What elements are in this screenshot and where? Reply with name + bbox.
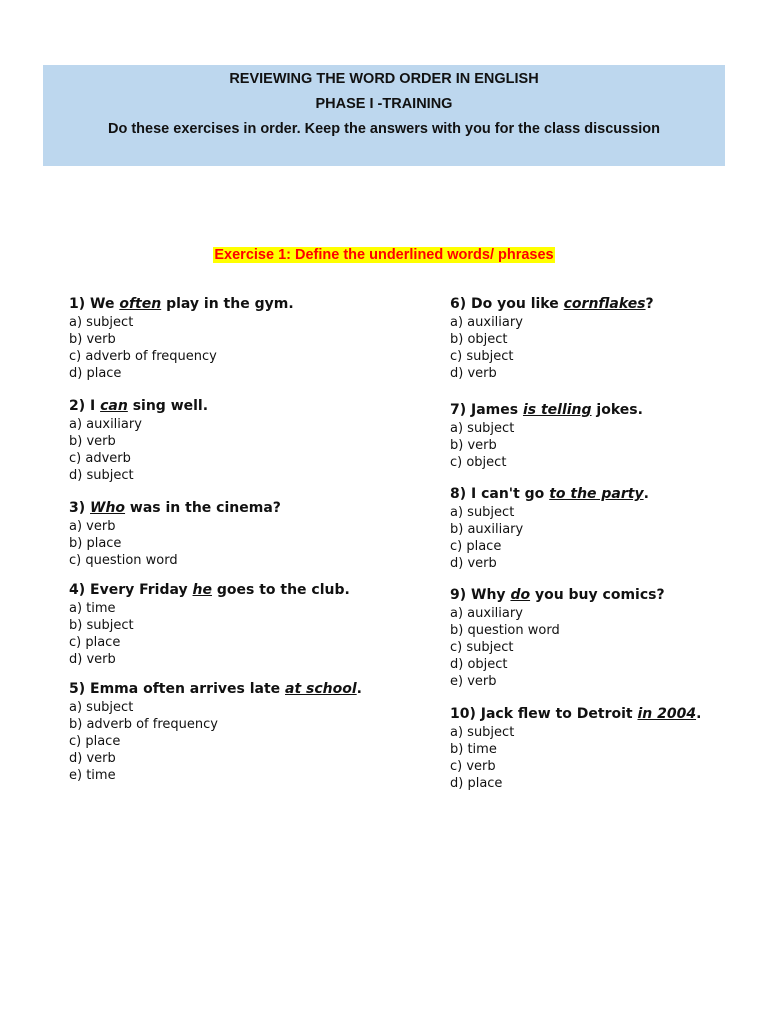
question-text bbox=[69, 680, 362, 699]
answer-option: b) adverb of frequency bbox=[69, 717, 218, 732]
answer-option: d) place bbox=[450, 776, 503, 791]
answer-option: b) verb bbox=[450, 438, 497, 453]
question-text bbox=[450, 295, 701, 314]
question-text bbox=[69, 581, 362, 600]
answer-option: a) subject bbox=[69, 315, 134, 330]
document-title: REVIEWING THE WORD ORDER IN ENGLISH bbox=[229, 71, 539, 87]
answer-option: c) place bbox=[69, 734, 121, 749]
answer-option: a) subject bbox=[450, 725, 515, 740]
answer-option: c) question word bbox=[69, 553, 178, 568]
question-item bbox=[450, 705, 701, 792]
answer-option: c) verb bbox=[450, 759, 496, 774]
question-item bbox=[69, 581, 362, 668]
answer-option: c) adverb of frequency bbox=[69, 349, 217, 364]
question-text bbox=[450, 705, 701, 724]
answer-option: d) subject bbox=[69, 468, 134, 483]
answer-option: d) verb bbox=[450, 556, 497, 571]
question-text-part: play in the gym. bbox=[161, 296, 294, 312]
answer-option: a) subject bbox=[450, 505, 515, 520]
question-text-part: 2) I bbox=[69, 398, 101, 414]
answer-option: b) time bbox=[450, 742, 497, 757]
answer-option: d) place bbox=[69, 366, 122, 381]
answer-option: b) subject bbox=[69, 618, 134, 633]
answer-option: c) place bbox=[69, 635, 121, 650]
question-item bbox=[450, 485, 701, 572]
question-text-part: 10) Jack flew to Detroit bbox=[450, 706, 638, 722]
underlined-phrase: to the party bbox=[549, 486, 644, 502]
answer-option: d) verb bbox=[450, 366, 497, 381]
question-text-part: 4) Every Friday bbox=[69, 582, 193, 598]
answer-option: a) auxiliary bbox=[450, 315, 523, 330]
answer-option: a) time bbox=[69, 601, 116, 616]
answer-option: e) time bbox=[69, 768, 116, 783]
answer-option: c) object bbox=[450, 455, 507, 470]
underlined-phrase: often bbox=[119, 296, 162, 312]
question-text-part: 7) James bbox=[450, 402, 523, 418]
question-item bbox=[69, 295, 362, 382]
underlined-phrase: he bbox=[192, 582, 212, 598]
phase-label: PHASE I -TRAINING bbox=[315, 96, 453, 112]
question-text-part: 6) Do you like bbox=[450, 296, 564, 312]
question-text-part: 8) I can't go bbox=[450, 486, 550, 502]
question-text-part: . bbox=[643, 486, 649, 502]
answer-option: d) object bbox=[450, 657, 508, 672]
underlined-phrase: do bbox=[510, 587, 531, 603]
answer-option: a) verb bbox=[69, 519, 116, 534]
question-item bbox=[69, 397, 362, 484]
exercise-title: Exercise 1: Define the underlined words/ phrases bbox=[214, 247, 554, 263]
question-text-part: sing well. bbox=[127, 398, 209, 414]
question-text bbox=[69, 499, 362, 518]
answer-option: c) place bbox=[450, 539, 502, 554]
question-text bbox=[450, 586, 701, 605]
answer-option: c) subject bbox=[450, 349, 514, 364]
answer-option: a) auxiliary bbox=[69, 417, 142, 432]
underlined-phrase: Who bbox=[90, 500, 126, 516]
answer-option: b) verb bbox=[69, 332, 116, 347]
question-text-part: 1) We bbox=[69, 296, 120, 312]
underlined-phrase: cornflakes bbox=[563, 296, 646, 312]
question-item bbox=[450, 401, 701, 471]
instructions-text: Do these exercises in order. Keep the answers with you for the class discussion bbox=[108, 121, 660, 137]
question-text-part: . bbox=[696, 706, 702, 722]
answer-option: e) verb bbox=[450, 674, 497, 689]
question-text-part: . bbox=[356, 681, 362, 697]
question-text-part: was in the cinema? bbox=[125, 500, 281, 516]
question-text bbox=[69, 397, 362, 416]
question-text bbox=[450, 485, 701, 504]
underlined-phrase: can bbox=[100, 398, 128, 414]
question-text bbox=[69, 295, 362, 314]
question-item bbox=[450, 586, 701, 690]
exercise-heading bbox=[0, 244, 768, 263]
question-text-part: 9) Why bbox=[450, 587, 511, 603]
question-text-part: 3) bbox=[69, 500, 91, 516]
question-text-part: ? bbox=[645, 296, 654, 312]
answer-option: c) subject bbox=[450, 640, 514, 655]
question-item bbox=[450, 295, 701, 382]
header-banner bbox=[43, 65, 725, 166]
answer-option: b) place bbox=[69, 536, 122, 551]
underlined-phrase: at school bbox=[285, 681, 357, 697]
question-text-part: goes to the club. bbox=[211, 582, 350, 598]
answer-option: a) subject bbox=[450, 421, 515, 436]
answer-option: b) verb bbox=[69, 434, 116, 449]
underlined-phrase: is telling bbox=[522, 402, 592, 418]
question-text-part: jokes. bbox=[591, 402, 643, 418]
question-text-part: you buy comics? bbox=[530, 587, 665, 603]
question-item bbox=[69, 499, 362, 569]
answer-option: a) subject bbox=[69, 700, 134, 715]
answer-option: d) verb bbox=[69, 652, 116, 667]
question-item bbox=[69, 680, 362, 784]
answer-option: d) verb bbox=[69, 751, 116, 766]
questions-column-left bbox=[69, 295, 362, 784]
questions-column-right bbox=[450, 295, 701, 792]
underlined-phrase: in 2004 bbox=[637, 706, 697, 722]
question-text bbox=[450, 401, 701, 420]
answer-option: b) object bbox=[450, 332, 508, 347]
answer-option: c) adverb bbox=[69, 451, 131, 466]
answer-option: a) auxiliary bbox=[450, 606, 523, 621]
answer-option: b) question word bbox=[450, 623, 560, 638]
answer-option: b) auxiliary bbox=[450, 522, 524, 537]
question-text-part: 5) Emma often arrives late bbox=[69, 681, 286, 697]
